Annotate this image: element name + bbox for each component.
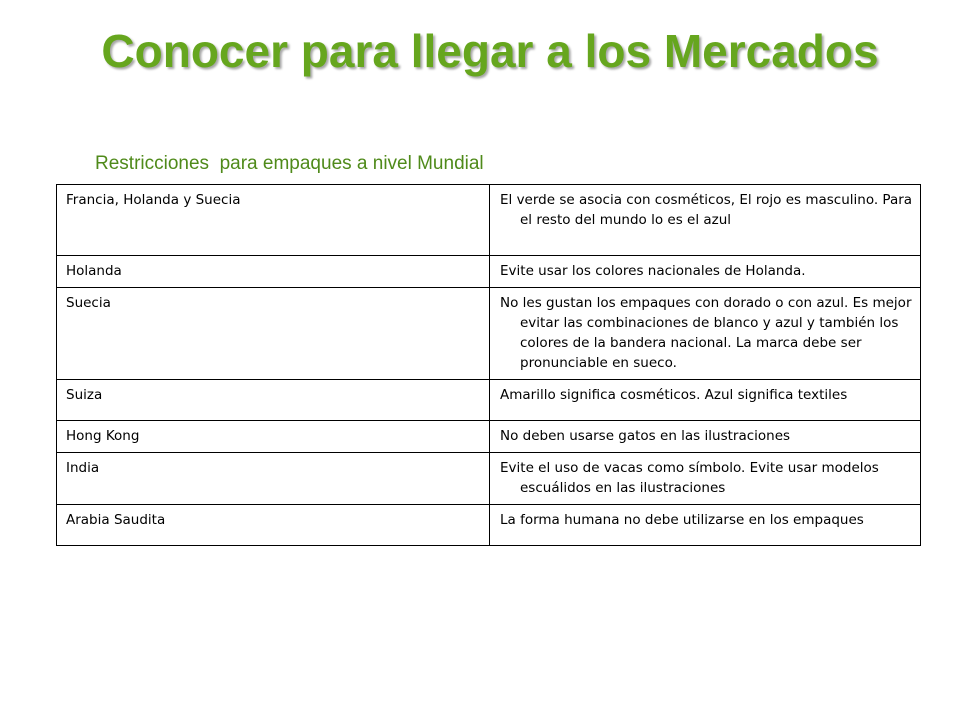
slide-title: Conocer para llegar a los Mercados <box>101 25 879 77</box>
slide-subtitle: Restricciones para empaques a nivel Mundial <box>95 153 484 174</box>
country-cell: Hong Kong <box>57 421 490 453</box>
restriction-cell: No deben usarse gatos en las ilustraciones <box>490 421 921 453</box>
restriction-cell: Evite el uso de vacas como símbolo. Evite usar modelos escuálidos en las ilustraciones <box>490 453 921 505</box>
restriction-cell: El verde se asocia con cosméticos, El rojo es masculino. Para el resto del mundo lo es el azul <box>490 185 921 256</box>
country-cell: Suiza <box>57 380 490 421</box>
table-row <box>57 185 921 256</box>
table-row <box>57 505 921 546</box>
table-row <box>57 421 921 453</box>
country-cell: Francia, Holanda y Suecia <box>57 185 490 256</box>
table-row <box>57 256 921 288</box>
country-cell: Suecia <box>57 288 490 380</box>
country-cell: India <box>57 453 490 505</box>
restriction-cell: Evite usar los colores nacionales de Holanda. <box>490 256 921 288</box>
restriction-cell: Amarillo significa cosméticos. Azul significa textiles <box>490 380 921 421</box>
country-cell: Holanda <box>57 256 490 288</box>
restriction-cell: No les gustan los empaques con dorado o con azul. Es mejor evitar las combinaciones de blanco y azul y también los colores de la bandera nacional. La marca debe ser pronunciable en sueco. <box>490 288 921 380</box>
restrictions-table <box>56 184 921 546</box>
country-cell: Arabia Saudita <box>57 505 490 546</box>
table-row <box>57 288 921 380</box>
restriction-cell: La forma humana no debe utilizarse en los empaques <box>490 505 921 546</box>
table-row <box>57 380 921 421</box>
table-row <box>57 453 921 505</box>
